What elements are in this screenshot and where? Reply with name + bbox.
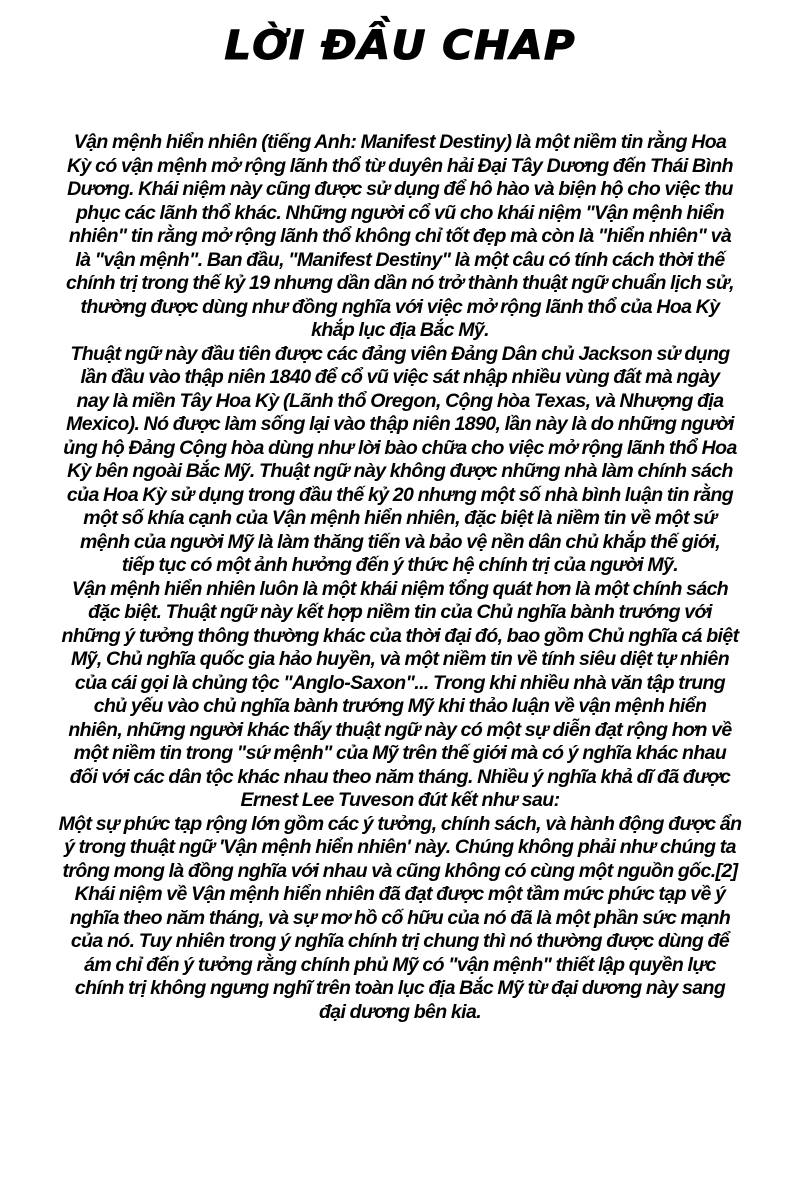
text-line: của Hoa Kỳ sử dụng trong đầu thế kỷ 20 nhưng một số nhà bình luận tin rằng bbox=[66, 483, 734, 506]
text-line: Dương. Khái niệm này cũng được sử dụng để hô hào và biện hộ cho việc thu bbox=[67, 178, 733, 200]
text-line: Thuật ngữ này đầu tiên được các đảng viên Đảng Dân chủ Jackson sử dụng bbox=[70, 342, 730, 365]
text-line: đặc biệt. Thuật ngữ này kết hợp niềm tin của Chủ nghĩa bành trướng với bbox=[88, 601, 712, 623]
text-line: Một sự phức tạp rộng lớn gồm các ý tưởng, chính sách, và hành động được ẩn bbox=[58, 812, 742, 835]
text-line: một niềm tin trong "sứ mệnh" của Mỹ trên thế giới mà có ý nghĩa khác nhau bbox=[73, 742, 727, 764]
text-line: nay là miền Tây Hoa Kỳ (Lãnh thổ Oregon, Cộng hòa Texas, và Nhượng địa bbox=[76, 389, 724, 412]
text-line: đại dương bên kia. bbox=[318, 1000, 482, 1023]
text-line: chính trị không ngưng nghĩ trên toàn lục địa Bắc Mỹ từ đại dương này sang bbox=[74, 977, 726, 999]
text-line: nhiên" tin rằng mở rộng lãnh thổ không chỉ tốt đẹp mà còn là "hiển nhiên" và bbox=[68, 225, 732, 247]
page-title: LỜI ĐẦU CHAP bbox=[224, 23, 576, 69]
text-line: phục các lãnh thổ khác. Những người cổ vũ cho khái niệm "Vận mệnh hiển bbox=[75, 201, 725, 224]
text-line: lần đầu vào thập niên 1840 để cổ vũ việc sát nhập nhiều vùng đất mà ngày bbox=[80, 366, 720, 388]
text-line: của cái gọi là chủng tộc "Anglo-Saxon"... Trong khi nhiều nhà văn tập trung bbox=[74, 671, 726, 694]
text-line: một số khía cạnh của Vận mệnh hiển nhiên, đặc biệt là niềm tin về một sứ bbox=[83, 507, 717, 529]
text-line: chủ yếu vào chủ nghĩa bành trướng Mỹ khi thảo luận về vận mệnh hiển bbox=[93, 695, 707, 717]
text-line: ám chỉ đến ý tưởng rằng chính phủ Mỹ có "vận mệnh" thiết lập quyền lực bbox=[84, 953, 716, 976]
text-line: Vận mệnh hiển nhiên (tiếng Anh: Manifest Destiny) là một niềm tin rằng Hoa bbox=[73, 131, 727, 153]
body-text bbox=[40, 131, 760, 1024]
text-line: nhiên, những người khác thấy thuật ngữ này có một sự diễn đạt rộng hơn về bbox=[68, 718, 732, 741]
text-line: Kỳ có vận mệnh mở rộng lãnh thổ từ duyên hải Đại Tây Dương đến Thái Bình bbox=[67, 154, 733, 177]
text-line: Khái niệm về Vận mệnh hiển nhiên đã đạt được một tầm mức phức tạp về ý bbox=[74, 883, 726, 905]
text-line: những ý tưởng thông thường khác của thời đại đó, bao gồm Chủ nghĩa cá biệt bbox=[61, 624, 739, 647]
text-line: Kỳ bên ngoài Bắc Mỹ. Thuật ngữ này không được những nhà làm chính sách bbox=[67, 460, 733, 482]
text-line: tiếp tục có một ảnh hưởng đến ý thức hệ chính trị của người Mỹ. bbox=[121, 554, 679, 576]
text-line: mệnh của người Mỹ là làm thăng tiến và bảo vệ nền dân chủ khắp thế giới, bbox=[79, 530, 721, 553]
text-line: Vận mệnh hiển nhiên luôn là một khái niệm tổng quát hơn là một chính sách bbox=[71, 577, 729, 600]
text-line: nghĩa theo năm tháng, và sự mơ hồ cố hữu của nó đã là một phần sức mạnh bbox=[69, 906, 731, 929]
text-line: ý trong thuật ngữ 'Vận mệnh hiển nhiên' này. Chúng không phải như chúng ta bbox=[64, 836, 736, 858]
text-line: khắp lục địa Bắc Mỹ. bbox=[311, 319, 489, 341]
text-line: Ernest Lee Tuveson đút kết như sau: bbox=[240, 789, 560, 811]
text-line: trông mong là đồng nghĩa với nhau và cũng không có cùng một nguồn gốc.[2] bbox=[62, 859, 738, 882]
text-line: Mỹ, Chủ nghĩa quốc gia hảo huyền, và một niềm tin về tính siêu diệt tự nhiên bbox=[70, 648, 730, 670]
text-line: của nó. Tuy nhiên trong ý nghĩa chính trị chung thì nó thường được dùng để bbox=[70, 930, 730, 952]
text-line: ủng hộ Đảng Cộng hòa dùng như lời bào chữa cho việc mở rộng lãnh thổ Hoa bbox=[63, 436, 737, 459]
text-line: là "vận mệnh". Ban đầu, "Manifest Destiny" là một câu có tính cách thời thế bbox=[75, 248, 725, 271]
text-line: Mexico). Nó được làm sống lại vào thập niên 1890, lần này là do những người bbox=[66, 413, 734, 435]
text-line: đối với các dân tộc khác nhau theo năm tháng. Nhiều ý nghĩa khả dĩ đã được bbox=[69, 765, 731, 788]
text-line: chính trị trong thế kỷ 19 nhưng dần dần nó trở thành thuật ngữ chuẩn lịch sử, bbox=[66, 272, 734, 294]
text-line: thường được dùng như đồng nghĩa với việc mở rộng lãnh thổ của Hoa Kỳ bbox=[80, 295, 720, 318]
